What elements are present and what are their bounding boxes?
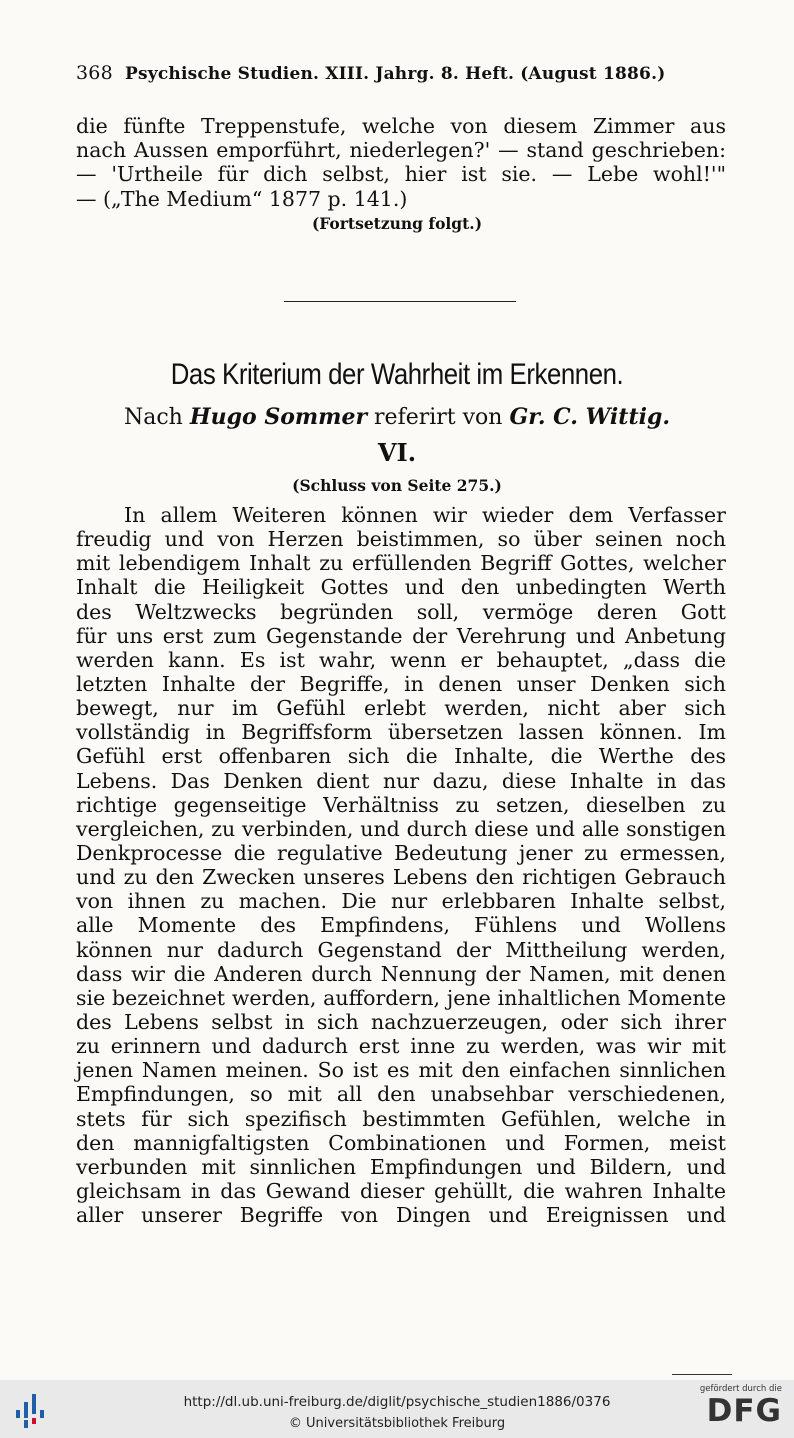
body-text-line: des Lebens selbst in sich nachzuerzeugen, oder sich ihrer: [76, 1009, 726, 1034]
body-text-line: mit lebendigem Inhalt zu erfüllenden Begriff Gottes, welcher: [76, 551, 726, 576]
article-body: [76, 503, 726, 1227]
body-text-line: Empfindungen, so mit all den unabsehbar verschiedenen,: [76, 1082, 726, 1107]
body-text-line: Gefühl erst offenbaren sich die Inhalte, die Werthe des: [76, 744, 726, 769]
body-text-line: vollständig in Begriffsform übersetzen lassen können. Im: [76, 720, 726, 745]
running-title: Psychische Studien. XIII. Jahrg. 8. Heft. (August 1886.): [125, 64, 666, 84]
document-url[interactable]: http://dl.ub.uni-freiburg.de/diglit/psychische_studien1886/0376: [183, 1394, 611, 1410]
body-text-line: stets für sich spezifisch bestimmten Gefühlen, welche in: [76, 1106, 726, 1131]
section-divider: [284, 301, 516, 302]
body-text-line: gleichsam in das Gewand dieser gehüllt, die wahren Inhalte: [76, 1178, 726, 1203]
body-text-line: Inhalt die Heiligkeit Gottes und den unbedingten Werth: [76, 575, 726, 600]
body-text-line: jenen Namen meinen. So ist es mit den einfachen sinnlichen: [76, 1058, 726, 1083]
body-text-line: und zu den Zwecken unseres Lebens den richtigen Gebrauch: [76, 865, 726, 890]
body-text-line: den mannigfaltigsten Combinationen und Formen, meist: [76, 1130, 726, 1155]
body-text-line: werden kann. Es ist wahr, wenn er behauptet, „dass die: [76, 647, 726, 672]
body-text-line: bewegt, nur im Gefühl erlebt werden, nicht aber sich: [76, 696, 726, 721]
article-byline: [0, 404, 794, 430]
previous-article-end: [76, 114, 726, 211]
text-line: die fünfte Treppenstufe, welche von diesem Zimmer aus: [76, 114, 726, 138]
body-text-line: alle Momente des Empfindens, Fühlens und Wollens: [76, 913, 726, 938]
body-text-line: des Weltzwecks begründen soll, vermöge deren Gott: [76, 599, 726, 624]
body-text-line: dass wir die Anderen durch Nennung der Namen, mit denen: [76, 961, 726, 986]
copyright-notice: © Universitätsbibliothek Freiburg: [288, 1416, 506, 1431]
footer-rule: [672, 1374, 732, 1375]
section-number: VI.: [377, 438, 417, 467]
author-name: Hugo Sommer: [189, 404, 368, 430]
body-text-line: für uns erst zum Gegenstande der Verehrung und Anbetung: [76, 623, 726, 648]
dfg-logo: [686, 1384, 782, 1434]
body-text-line: aller unserer Begriffe von Dingen und Ereignissen und: [76, 1203, 726, 1228]
byline-middle: referirt von: [374, 405, 503, 430]
library-footer: [0, 1380, 794, 1438]
dfg-funding-note: gefördert durch die: [699, 1384, 782, 1394]
running-header: [76, 62, 728, 84]
body-text-line: Denkprocesse die regulative Bedeutung jener zu ermessen,: [76, 840, 726, 865]
article-title: Das Kriterium der Wahrheit im Erkennen.: [170, 358, 624, 391]
page-number: 368: [76, 62, 113, 84]
text-line: nach Aussen emporführt, niederlegen?' — stand geschrieben:: [76, 138, 726, 163]
section-reference: (Schluss von Seite 275.): [292, 476, 502, 495]
text-line: — („The Medium“ 1877 p. 141.): [76, 186, 408, 211]
body-text-line: In allem Weiteren können wir wieder dem Verfasser: [124, 503, 726, 527]
text-line: — 'Urtheile für dich selbst, hier ist sie. — Lebe wohl!'": [76, 162, 726, 187]
body-text-line: vergleichen, zu verbinden, und durch diese und alle sonstigen: [76, 816, 726, 841]
body-text-line: Lebens. Das Denken dient nur dazu, diese Inhalte in das: [76, 768, 726, 793]
dfg-wordmark: DFG: [706, 1393, 782, 1429]
body-text-line: zu erinnern und dadurch erst inne zu werden, was wir mit: [76, 1034, 726, 1059]
reporter-name: Gr. C. Wittig.: [509, 404, 671, 430]
body-text-line: von ihnen zu machen. Die nur erlebbaren Inhalte selbst,: [76, 889, 726, 914]
body-text-line: können nur dadurch Gegenstand der Mittheilung werden,: [76, 937, 726, 962]
body-text-line: verbunden mit sinnlichen Empfindungen und Bildern, und: [76, 1154, 726, 1179]
byline-prefix: Nach: [123, 405, 183, 430]
body-text-line: sie bezeichnet werden, auffordern, jene inhaltlichen Momente: [76, 985, 726, 1010]
body-text-line: richtige gegenseitige Verhältniss zu setzen, dieselben zu: [76, 792, 726, 817]
body-text-line: freudig und von Herzen beistimmen, so über seinen noch: [76, 527, 726, 552]
body-text-line: letzten Inhalte der Begriffe, in denen unser Denken sich: [76, 671, 726, 696]
continuation-note: (Fortsetzung folgt.): [311, 214, 483, 233]
